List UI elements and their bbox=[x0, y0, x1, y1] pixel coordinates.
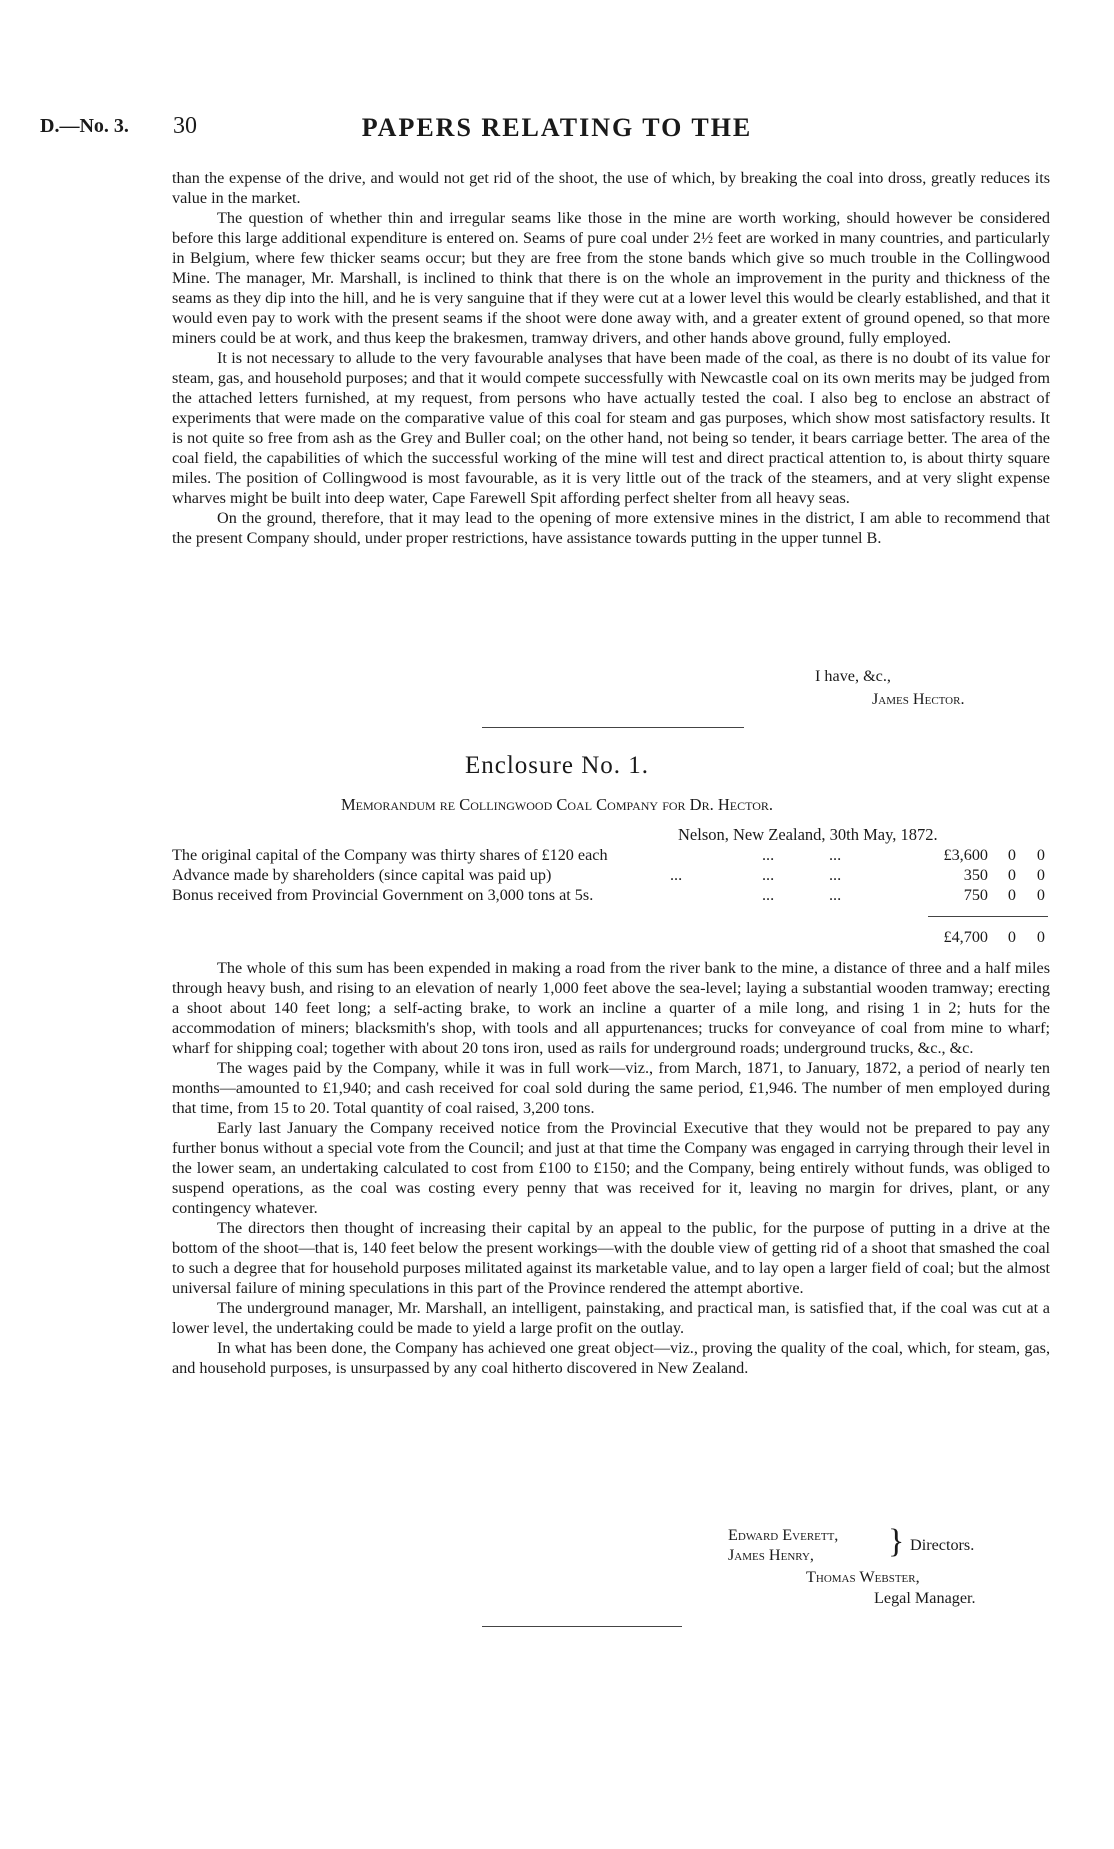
director-everett: Edward Everett, bbox=[728, 1526, 839, 1544]
place-date: Nelson, New Zealand, 30th May, 1872. bbox=[678, 825, 938, 844]
ledger-dots: ... bbox=[762, 886, 775, 904]
enclosure-paragraph-6: In what has been done, the Company has achieved one great object—viz., proving the quality of the coal, which, for steam, gas, and household purposes, is unsurpassed by any coal hitherto discovered in New Zealand. bbox=[172, 1339, 1050, 1377]
letter-body bbox=[172, 168, 1050, 548]
letter-paragraph-4: On the ground, therefore, that it may lead to the opening of more extensive mines in the district, I am able to recommend that the present Company should, under proper restrictions, have assistance towards putting in the upper tunnel B. bbox=[172, 509, 1050, 547]
ledger-total-amount: £4,700 bbox=[943, 928, 988, 946]
enclosure-paragraph-3: Early last January the Company received notice from the Provincial Executive that they would not be prepared to pay any further bonus without a special vote from the Council; and just at that time the Company was engaged in carrying through their level in the lower seam, an undertaking calculated to cost from £100 to £150; and the Company, being entirely without funds, was obliged to suspend operations, as the coal was costing every penny that was received for it, leaving no margin for drives, plant, or any contingency whatever. bbox=[172, 1119, 1050, 1217]
enclosure-paragraph-2: The wages paid by the Company, while it was in full work—viz., from March, 1871, to January, 1872, a period of nearly ten months—amounted to £1,940; and cash received for coal sold during the same period, £1,946. The number of men employed during that time, from 15 to 20. Total quantity of coal raised, 3,200 tons. bbox=[172, 1059, 1050, 1117]
letter-signature: James Hector. bbox=[872, 690, 965, 708]
ledger-dots: ... bbox=[670, 866, 683, 884]
ledger-amount: 750 bbox=[963, 886, 988, 904]
ledger-total-shillings: 0 bbox=[1007, 928, 1016, 946]
directors-label: Directors. bbox=[910, 1536, 975, 1554]
document-reference: D.—No. 3. bbox=[40, 115, 129, 137]
directors-brace: } bbox=[888, 1523, 905, 1560]
legal-manager-title: Legal Manager. bbox=[874, 1589, 976, 1607]
memorandum-title: Memorandum re Collingwood Coal Company for Dr. Hector. bbox=[341, 795, 773, 814]
ledger-label: The original capital of the Company was thirty shares of £120 each bbox=[172, 846, 608, 864]
enclosure-paragraph-5: The underground manager, Mr. Marshall, an intelligent, painstaking, and practical man, is satisfied that, if the coal was cut at a lower level, the undertaking could be made to yield a large profit on the outlay. bbox=[172, 1299, 1050, 1337]
ledger-dots: ... bbox=[829, 886, 842, 904]
enclosure-body bbox=[172, 958, 1050, 1378]
ledger-dots: ... bbox=[829, 866, 842, 884]
ledger-pence: 0 bbox=[1036, 866, 1045, 884]
ledger-label: Advance made by shareholders (since capital was paid up) bbox=[172, 866, 552, 884]
ledger-total-row bbox=[172, 928, 1050, 948]
ledger-row bbox=[172, 846, 1050, 866]
ledger-row bbox=[172, 886, 1050, 906]
page-number: 30 bbox=[173, 113, 197, 139]
letter-paragraph-1: than the expense of the drive, and would not get rid of the shoot, the use of which, by breaking the coal into dross, greatly reduces its value in the market. bbox=[172, 169, 1050, 207]
total-rule bbox=[928, 916, 1048, 917]
enclosure-paragraph-1: The whole of this sum has been expended in making a road from the river bank to the mine, a distance of three and a half miles through heavy bush, and rising to an elevation of nearly 1,000 feet above the sea-level; laying a substantial wooden tramway; erecting a shoot about 140 feet long; a self-acting brake, to work an incline a quarter of a mile long, and rising 1 in 2; huts for the accommodation of miners; blacksmith's shop, with tools and all appurtenances; trucks for conveyance of coal from mine to wharf; wharf for shipping coal; together with about 20 tons iron, used as rails for underground roads; underground trucks, &c., &c. bbox=[172, 959, 1050, 1057]
ledger-amount: 350 bbox=[963, 866, 988, 884]
letter-paragraph-2: The question of whether thin and irregular seams like those in the mine are worth working, should however be considered before this large additional expenditure is entered on. Seams of pure coal under 2½ feet are worked in many countries, and particularly in Belgium, where few thicker seams occur; but they are free from the stone bands which give so much trouble in the Collingwood Mine. The manager, Mr. Marshall, is inclined to think that there is on the whole an improvement in the purity and thickness of the seams as they dip into the hill, and he is very sanguine that if they were cut at a lower level this would be clearly established, and that it would even pay to work with the present seams if the shoot were done away with, and a greater extent of ground opened, so that more miners could be at work, and thus keep the brakesmen, tramway drivers, and other hands above ground, fully employed. bbox=[172, 209, 1050, 347]
section-divider bbox=[482, 727, 744, 728]
letter-paragraph-3: It is not necessary to allude to the very favourable analyses that have been made of the coal, as there is no doubt of its value for steam, gas, and household purposes; and that it would compete successfully with Newcastle coal on its own merits may be judged from the attached letters furnished, at my request, from persons who have actually tested the coal. I also beg to enclose an abstract of experiments that were made on the comparative value of this coal for steam and gas purposes, which show most satisfactory results. It is not quite so free from ash as the Grey and Buller coal; on the other hand, not being so tender, it bears carriage better. The area of the coal field, the capabilities of which the successful working of the mine will test and direct practical attention to, is about thirty square miles. The position of Collingwood is most favourable, as it is very little out of the track of the steamers, and at very slight expense wharves might be built into deep water, Cape Farewell Spit affording perfect shelter from all heavy seas. bbox=[172, 349, 1050, 507]
page-header bbox=[40, 113, 1074, 145]
ledger-pence: 0 bbox=[1036, 886, 1045, 904]
ledger-dots: ... bbox=[762, 846, 775, 864]
ledger-label: Bonus received from Provincial Government on 3,000 tons at 5s. bbox=[172, 886, 594, 904]
legal-manager-name: Thomas Webster, bbox=[806, 1568, 920, 1586]
letter-closing: I have, &c., bbox=[815, 667, 891, 685]
ledger-shillings: 0 bbox=[1007, 886, 1016, 904]
enclosure-title: Enclosure No. 1. bbox=[464, 752, 650, 779]
ledger-shillings: 0 bbox=[1007, 866, 1016, 884]
enclosure-paragraph-4: The directors then thought of increasing their capital by an appeal to the public, for the purpose of putting in a drive at the bottom of the shoot—that is, 140 feet below the present workings—with the double view of getting rid of a shoot that smashed the coal to such a degree that for household purposes militated against its marketable value, and to lay open a larger field of coal; but the almost universal failure of mining speculations in this part of the Province rendered the attempt abortive. bbox=[172, 1219, 1050, 1297]
running-title: PAPERS RELATING TO THE bbox=[361, 113, 753, 142]
ledger-dots: ... bbox=[762, 866, 775, 884]
ledger-shillings: 0 bbox=[1007, 846, 1016, 864]
ledger-pence: 0 bbox=[1036, 846, 1045, 864]
director-henry: James Henry, bbox=[728, 1546, 814, 1564]
ledger-dots: ... bbox=[829, 846, 842, 864]
ledger-row bbox=[172, 866, 1050, 886]
end-divider bbox=[482, 1626, 682, 1627]
ledger-total-pence: 0 bbox=[1036, 928, 1045, 946]
ledger-amount: £3,600 bbox=[943, 846, 988, 864]
